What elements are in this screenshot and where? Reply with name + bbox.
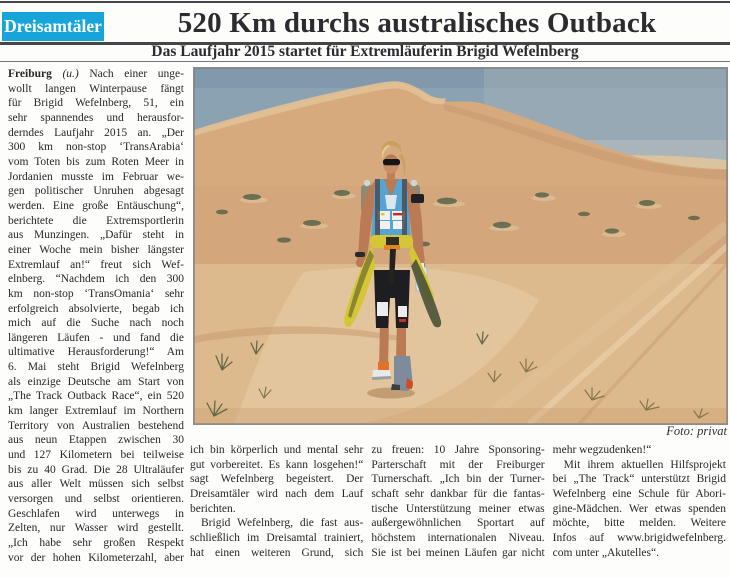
body-column-1 (8, 67, 184, 565)
desert-runner-illustration (194, 68, 727, 424)
text-line: möchte, bitte melden. Weitere (552, 517, 726, 530)
article-headline: 520 Km durchs australisches Outback (177, 7, 657, 39)
text-line: Freiburg (u.) Nach einer unge- (8, 68, 184, 80)
text-line: „The Track Outback Race“, ein 520 (8, 390, 184, 403)
text-line: wollt langen Winterpause fängt (8, 82, 184, 95)
text-line: sehr spannendes und herausfor- (8, 111, 184, 124)
text-line: derndes Laufjahr 2015 an. „Der (8, 126, 184, 139)
text-line: berichtete die Extremsportlerin (8, 214, 184, 227)
text-line: Infos auf www.brigidwefelnberg. (552, 531, 726, 544)
text-line: tische Unterstützung meiner etwas (371, 502, 545, 515)
article-subtitle: Das Laufjahr 2015 startet für Extremläuferin Brigid Wefelnberg (151, 43, 579, 60)
text-line: für Brigid Wefelnberg, 51, ein (8, 97, 184, 110)
text-line: erfolgreich absolvierte, begab ich (8, 302, 184, 315)
text-line: Jordanien musste im Februar we- (8, 170, 184, 183)
text-line: gen politischer Unruhen abgesagt (8, 185, 184, 198)
masthead-badge: Dreisamtäler (2, 12, 104, 41)
bottom-columns (190, 443, 726, 560)
text-line: aus aller Welt müssen sich selbst (8, 478, 184, 491)
text-line: 6. Mai steht Brigid Wefelnberg (8, 361, 184, 374)
text-line: gut vorbereitet. Es kann losgehen!“ (190, 458, 364, 471)
text-line: Brigid Wefelnberg, die fast aus- (201, 517, 364, 530)
text-line: sagt Wefelnberg begeistert. Der (190, 473, 364, 486)
text-line: versorgen und selbst orientieren. (8, 493, 184, 506)
text-line: aus Munzingen. „Dafür steht in (8, 229, 184, 242)
text-line: berichten. (190, 502, 236, 515)
top-rule (0, 1, 730, 3)
text-line: schließlich im Dreisamtal trainiert, (190, 531, 364, 544)
text-line: mich auf die Suche nach noch (8, 317, 184, 330)
subtitle-rule (0, 61, 730, 62)
body-column-4 (553, 443, 726, 560)
text-line: vom Toten bis zum Roten Meer in (8, 155, 184, 168)
text-line: bis zu 40 Grad. Die 28 Ultraläufer (8, 463, 184, 476)
text-line: außergewöhnlichen Sportart auf (371, 517, 545, 530)
text-line: Territory von Australien bestehend (8, 419, 184, 432)
text-line: Wefelnberg eine Schule für Abori- (552, 487, 726, 500)
text-line: Turnerschaft. „Ich bin der Turner- (371, 473, 545, 486)
text-line: zu freuen: 10 Jahre Sponsoring- (371, 444, 545, 456)
text-line: ich bin körperlich und mental sehr (190, 444, 364, 456)
text-line: km non-stop ‘TransOmania‘ sehr (8, 287, 184, 300)
text-line: Sie ist bei meinen Läufen gar nicht (371, 546, 545, 559)
photo-caption: Foto: privat (666, 424, 727, 438)
text-line: Mit ihrem aktuellen Hilfsprojekt (563, 458, 726, 471)
text-line: ultimative Herausforderung!“ Am (8, 346, 184, 359)
text-line: einer Woche mein bisher längster (8, 243, 184, 256)
text-line: elnberg. “Nachdem ich den 300 (8, 273, 184, 286)
text-line: bei „The Track“ unterstützt Brigid (552, 473, 726, 486)
text-line: km langer Extremlauf im Northern (8, 405, 184, 418)
article-photo (193, 67, 728, 425)
text-line: Parterschaft mit der Freiburger (371, 458, 545, 471)
text-line: längeren Läufen - und fand die (8, 331, 184, 344)
text-line: vor der hohen Kilometerzahl, aber (8, 551, 184, 564)
body-column-2 (190, 443, 363, 560)
text-line: „Ich habe sehr großen Respekt (8, 537, 184, 549)
text-line: werden. Eine große Entäuschung“, (8, 199, 184, 212)
text-line: Zelten, nur Wasser wird gestellt. (8, 522, 184, 535)
text-line: Dreisamtäler wird nach dem Lauf (190, 487, 364, 500)
text-line: mehr wegzudenken!“ (552, 444, 652, 456)
text-line: aus neun Etappen zwischen 30 (8, 434, 184, 447)
text-line: Geschlafen wird unterwegs in (8, 507, 184, 520)
text-line: als einzige Deutsche am Start von (8, 375, 184, 388)
text-line: schaft sehr dankbar für die fantas- (371, 487, 545, 500)
text-line: com unter „Akutelles“. (552, 546, 659, 559)
text-line: gine-Mädchen. Wer etwas spenden (552, 502, 726, 515)
text-line: 300 km non-stop ‘TransArabia‘ (8, 141, 184, 154)
text-line: hat einen weiteren Grund, sich (190, 546, 364, 559)
body-column-3 (371, 443, 544, 560)
text-line: und 127 Kilometern bei teilweise (8, 449, 184, 462)
text-line: Extremlauf an!“ freut sich Wef- (8, 258, 184, 271)
text-line: höchstem internationalen Niveau. (371, 531, 545, 544)
